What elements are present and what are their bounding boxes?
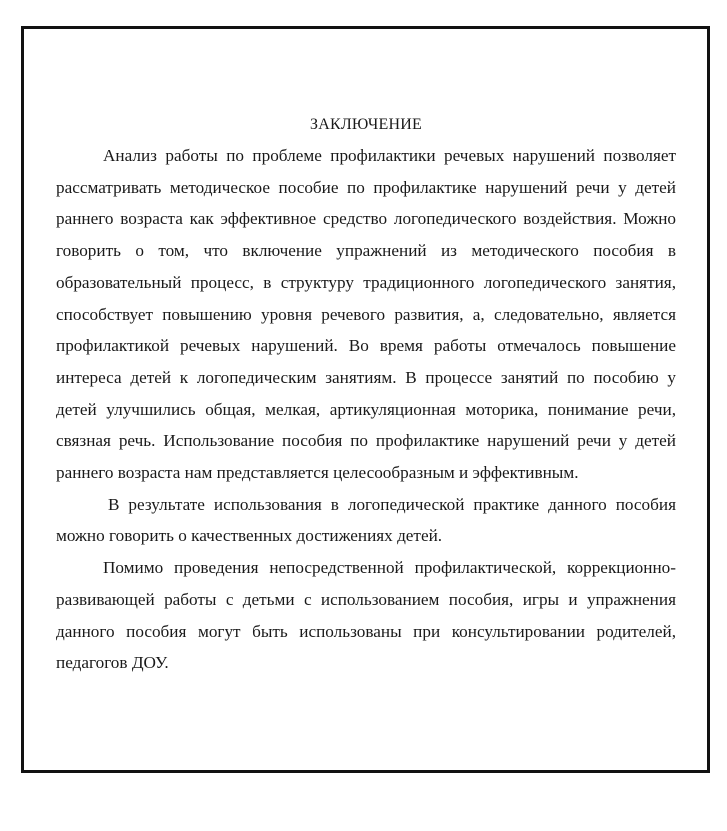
document-title: ЗАКЛЮЧЕНИЕ <box>310 116 422 133</box>
paragraph-2: В результате использования в логопедической практике данного пособия можно говорить о качественных достижениях детей. <box>56 494 676 546</box>
paragraph-1: Анализ работы по проблеме профилактики речевых нарушений позволяет рассматривать методическое пособие по профилактике нарушений речи у детей раннего возраста как эффективное средство логопедического воздействия. Можно говорить о том, что включение упражнений из методического пособия в образовательный процесс, в структуру традиционного логопедического занятия, способствует повышению уровня речевого развития, а, следовательно, является профилактикой речевых нарушений. Во время работы отмечалось повышение интереса детей к логопедическим занятиям. В процессе занятий по пособию у детей улучшились общая, мелкая, артикуляционная моторика, понимание речи, связная речь. Использование пособия по профилактике нарушений речи у детей раннего возраста нам представляется целесообразным и эффективным. <box>56 146 676 483</box>
paragraph-3: Помимо проведения непосредственной профилактической, коррекционно-развивающей работы с детьми с использованием пособия, игры и упражнения данного пособия могут быть использованы при консультировании родителей, педагогов ДОУ. <box>56 558 676 673</box>
document-body <box>56 109 676 679</box>
page-frame <box>21 26 710 773</box>
